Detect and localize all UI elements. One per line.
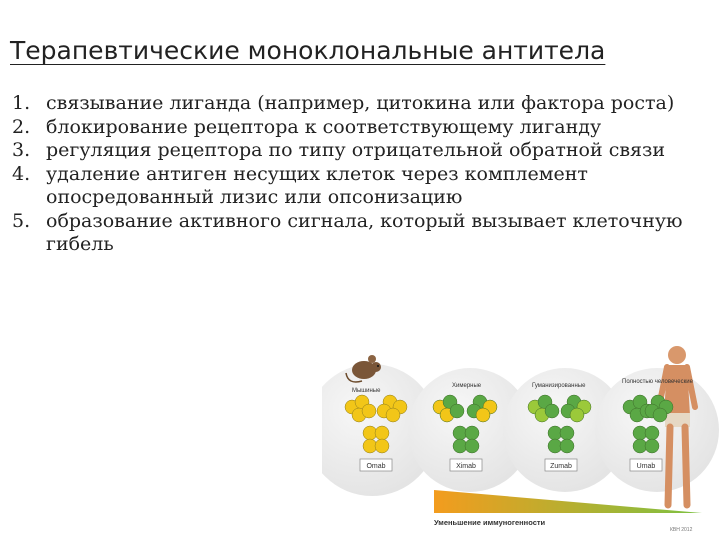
item-text: удаление антиген несущих клеток через комплемент опосредованный лизис или опсонизацию — [46, 162, 588, 208]
antibody-type-label: Гуманизированные — [532, 383, 586, 389]
suffix-label: Omab — [366, 463, 386, 470]
antibody-types-figure — [322, 345, 720, 540]
suffix-label: Zumab — [550, 463, 572, 470]
item-text: блокирование рецептора к соответствующему лиганду — [46, 115, 602, 138]
list-item — [12, 163, 702, 210]
suffix-label: Umab — [636, 463, 656, 470]
suffix-label: Ximab — [456, 463, 476, 470]
antibody-type-label: Полностью человеческие — [622, 379, 693, 385]
list-item — [12, 139, 702, 163]
item-text: связывание лиганда (например, цитокина или фактора роста) — [46, 92, 675, 114]
slide-title: Терапевтические моноклональные антитела — [10, 36, 606, 65]
item-text: образование активного сигнала, который вызывает клеточную гибель — [46, 209, 683, 255]
list-item — [12, 116, 702, 140]
gradient-label: Уменьшение иммуногенности — [434, 518, 546, 527]
antibody-type-label: Химерные — [452, 383, 482, 389]
item-number: 4. — [12, 162, 31, 185]
item-number: 2. — [12, 115, 31, 138]
mechanism-list — [12, 92, 702, 257]
item-number: 3. — [12, 139, 31, 161]
item-number: 5. — [12, 209, 31, 232]
item-text: регуляция рецептора по типу отрицательной обратной связи — [46, 139, 666, 161]
antibody-type-label: Мышиные — [352, 388, 381, 394]
immunogenicity-gradient — [434, 490, 702, 513]
credit-text: КВН 2012 — [670, 527, 693, 533]
list-item — [12, 210, 702, 257]
item-number: 1. — [12, 92, 31, 114]
list-item — [12, 92, 702, 116]
antibody-diagram — [322, 345, 720, 540]
